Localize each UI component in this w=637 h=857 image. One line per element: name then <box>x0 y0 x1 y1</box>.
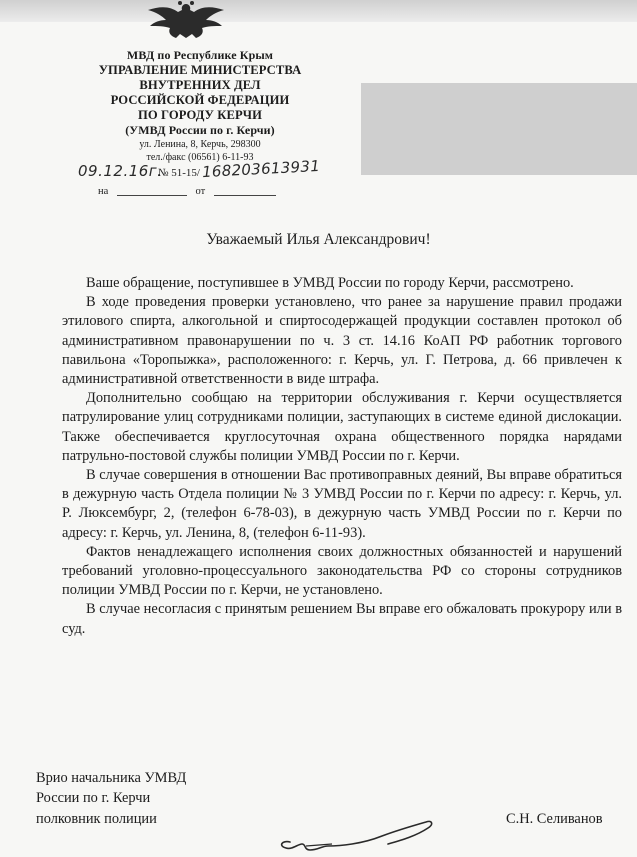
salutation: Уважаемый Илья Александрович! <box>206 231 431 248</box>
paragraph-4: В случае совершения в отношении Вас противоправных деяний, Вы вправе обратиться в дежурную часть Отдела полиции № 3 УМВД России по г. Керчи по адресу: г. Керчь, ул. Р. Люксембург, 2, (телефон 6-78-03), в дежурную часть УМВД России по г. Керчи по адресу: г. Керчь, ул. Ленина, 8, (телефон 6-11-93). <box>62 467 622 541</box>
header-line-1: МВД по Республике Крым <box>126 48 274 62</box>
header-address: ул. Ленина, 8, Керчь, 298300 <box>139 139 261 150</box>
registration-date: 09.12.16г. <box>78 162 163 180</box>
signatory-name: С.Н. Селиванов <box>506 811 603 827</box>
header-line-4: РОССИЙСКОЙ ФЕДЕРАЦИИ <box>110 93 290 107</box>
header-line-5: ПО ГОРОДУ КЕРЧИ <box>138 108 262 122</box>
from-label: от <box>195 186 206 197</box>
header-line-6: (УМВД России по г. Керчи) <box>125 123 275 137</box>
paragraph-5: Фактов ненадлежащего исполнения своих должностных обязанностей и нарушений требований уголовно-процессуального законодательства РФ со стороны сотрудников полиции УМВД России по г. Керчи, не установлено. <box>62 543 622 599</box>
redacted-recipient <box>361 83 637 175</box>
paragraph-2: В ходе проведения проверки установлено, что ранее за нарушение правил продажи этилового спирта, алкогольной и спиртосодержащей продукции составлен протокол об административном правонарушении по ч. 3 ст. 14.16 КоАП РФ работник торгового павильона «Торопыжка», расположенного: г. Керчь, ул. Г. Петрова, д. 66 привлечен к административной ответственности в виде штрафа. <box>62 294 622 388</box>
header-phone: тел./факс (06561) 6-11-93 <box>146 152 254 163</box>
paragraph-6: В случае несогласия с принятым решением Вы вправе его обжаловать прокурору или в суд. <box>62 601 622 637</box>
position-line-3: полковник полиции <box>36 810 157 827</box>
header-line-2: УПРАВЛЕНИЕ МИНИСТЕРСТВА <box>98 63 302 77</box>
on-blank <box>117 185 187 196</box>
reply-to-row <box>98 185 276 197</box>
paragraph-1: Ваше обращение, поступившее в УМВД России по городу Керчи, рассмотрено. <box>86 275 574 291</box>
header-line-3: ВНУТРЕННИХ ДЕЛ <box>139 78 261 92</box>
issuer-header <box>62 48 338 164</box>
registration-number: 168203613931 <box>201 156 321 182</box>
from-blank <box>214 185 276 196</box>
paragraph-3: Дополнительно сообщаю на территории обслуживания г. Керчи осуществляется патрулирование улиц сотрудниками полиции, заступающих в системе единой дислокации. Также обеспечивается круглосуточная охрана общественного порядка нарядами патрульно-постовой службы полиции УМВД России по г. Керчи. <box>62 390 622 464</box>
on-label: на <box>98 186 109 197</box>
letter-body <box>62 274 622 639</box>
signatory-position <box>36 768 186 829</box>
scan-top-band <box>0 0 637 22</box>
handwritten-signature-icon <box>262 800 442 857</box>
double-headed-eagle-emblem-icon <box>140 0 232 40</box>
position-line-2: России по г. Керчи <box>36 790 151 807</box>
position-line-1: Врио начальника УМВД <box>36 770 187 786</box>
registration-number-label: № 51-15/ <box>158 167 200 179</box>
